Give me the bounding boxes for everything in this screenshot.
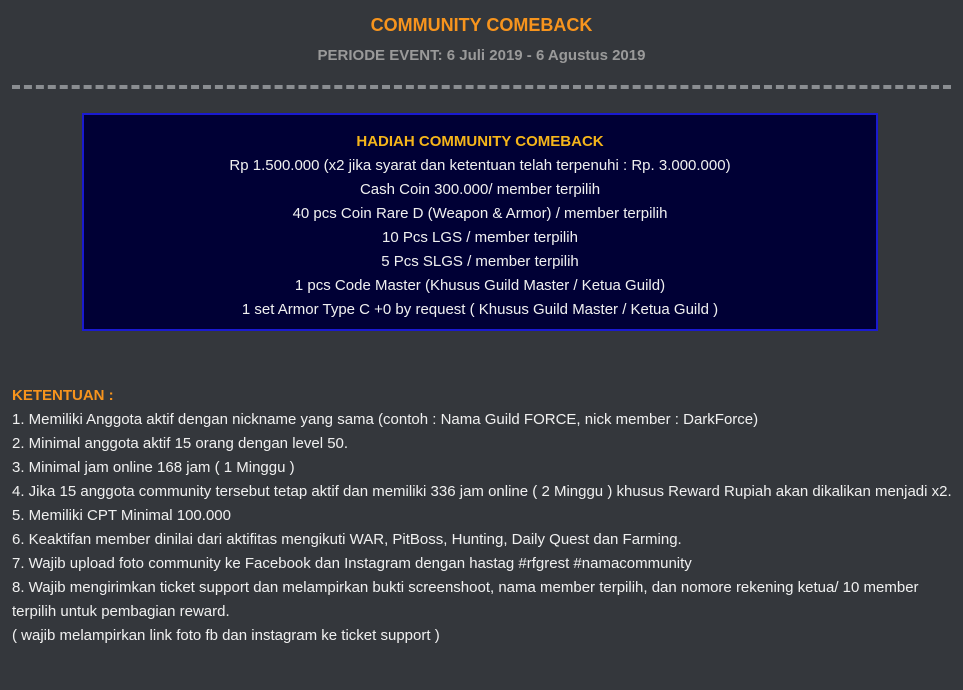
dashed-divider	[12, 85, 951, 89]
prize-line: Rp 1.500.000 (x2 jika syarat dan ketentuan telah terpenuhi : Rp. 3.000.000)	[229, 157, 731, 174]
rule-item: 8. Wajib mengirimkan ticket support dan melampirkan bukti screenshoot, nama member terpilih, dan nomore rekening ketua/ 10 member terpilih untuk pembagian reward.	[12, 579, 919, 620]
rule-item: 7. Wajib upload foto community ke Facebook dan Instagram dengan hastag #rfgrest #namacommunity	[12, 555, 692, 572]
event-period: PERIODE EVENT: 6 Juli 2019 - 6 Agustus 2019	[317, 47, 646, 64]
rules-title: KETENTUAN :	[12, 387, 114, 404]
rule-item: 2. Minimal anggota aktif 15 orang dengan level 50.	[12, 435, 349, 452]
prize-line: 40 pcs Coin Rare D (Weapon & Armor) / member terpilih	[292, 205, 668, 222]
rule-item: 4. Jika 15 anggota community tersebut tetap aktif dan memiliki 336 jam online ( 2 Minggu ) khusus Reward Rupiah akan dikalikan menjadi x2.	[12, 483, 952, 500]
rule-item: 1. Memiliki Anggota aktif dengan nickname yang sama (contoh : Nama Guild FORCE, nick member : DarkForce)	[12, 411, 759, 428]
rules-section	[12, 384, 952, 648]
prize-line: 5 Pcs SLGS / member terpilih	[381, 253, 579, 270]
page-title: COMMUNITY COMEBACK	[370, 15, 593, 35]
rule-item: 5. Memiliki CPT Minimal 100.000	[12, 507, 231, 524]
rule-item: 6. Keaktifan member dinilai dari aktifitas mengikuti WAR, PitBoss, Hunting, Daily Quest dan Farming.	[12, 531, 682, 548]
prize-box	[82, 113, 878, 331]
prize-line: 1 set Armor Type C +0 by request ( Khusus Guild Master / Ketua Guild )	[241, 301, 719, 318]
prize-line: Cash Coin 300.000/ member terpilih	[359, 181, 601, 198]
prize-line: 10 Pcs LGS / member terpilih	[382, 229, 578, 246]
prize-title: HADIAH COMMUNITY COMEBACK	[356, 133, 604, 150]
prize-line: 1 pcs Code Master (Khusus Guild Master / Ketua Guild)	[294, 277, 666, 294]
rule-item: 3. Minimal jam online 168 jam ( 1 Minggu )	[12, 459, 295, 476]
rule-item: ( wajib melampirkan link foto fb dan instagram ke ticket support )	[12, 627, 440, 644]
